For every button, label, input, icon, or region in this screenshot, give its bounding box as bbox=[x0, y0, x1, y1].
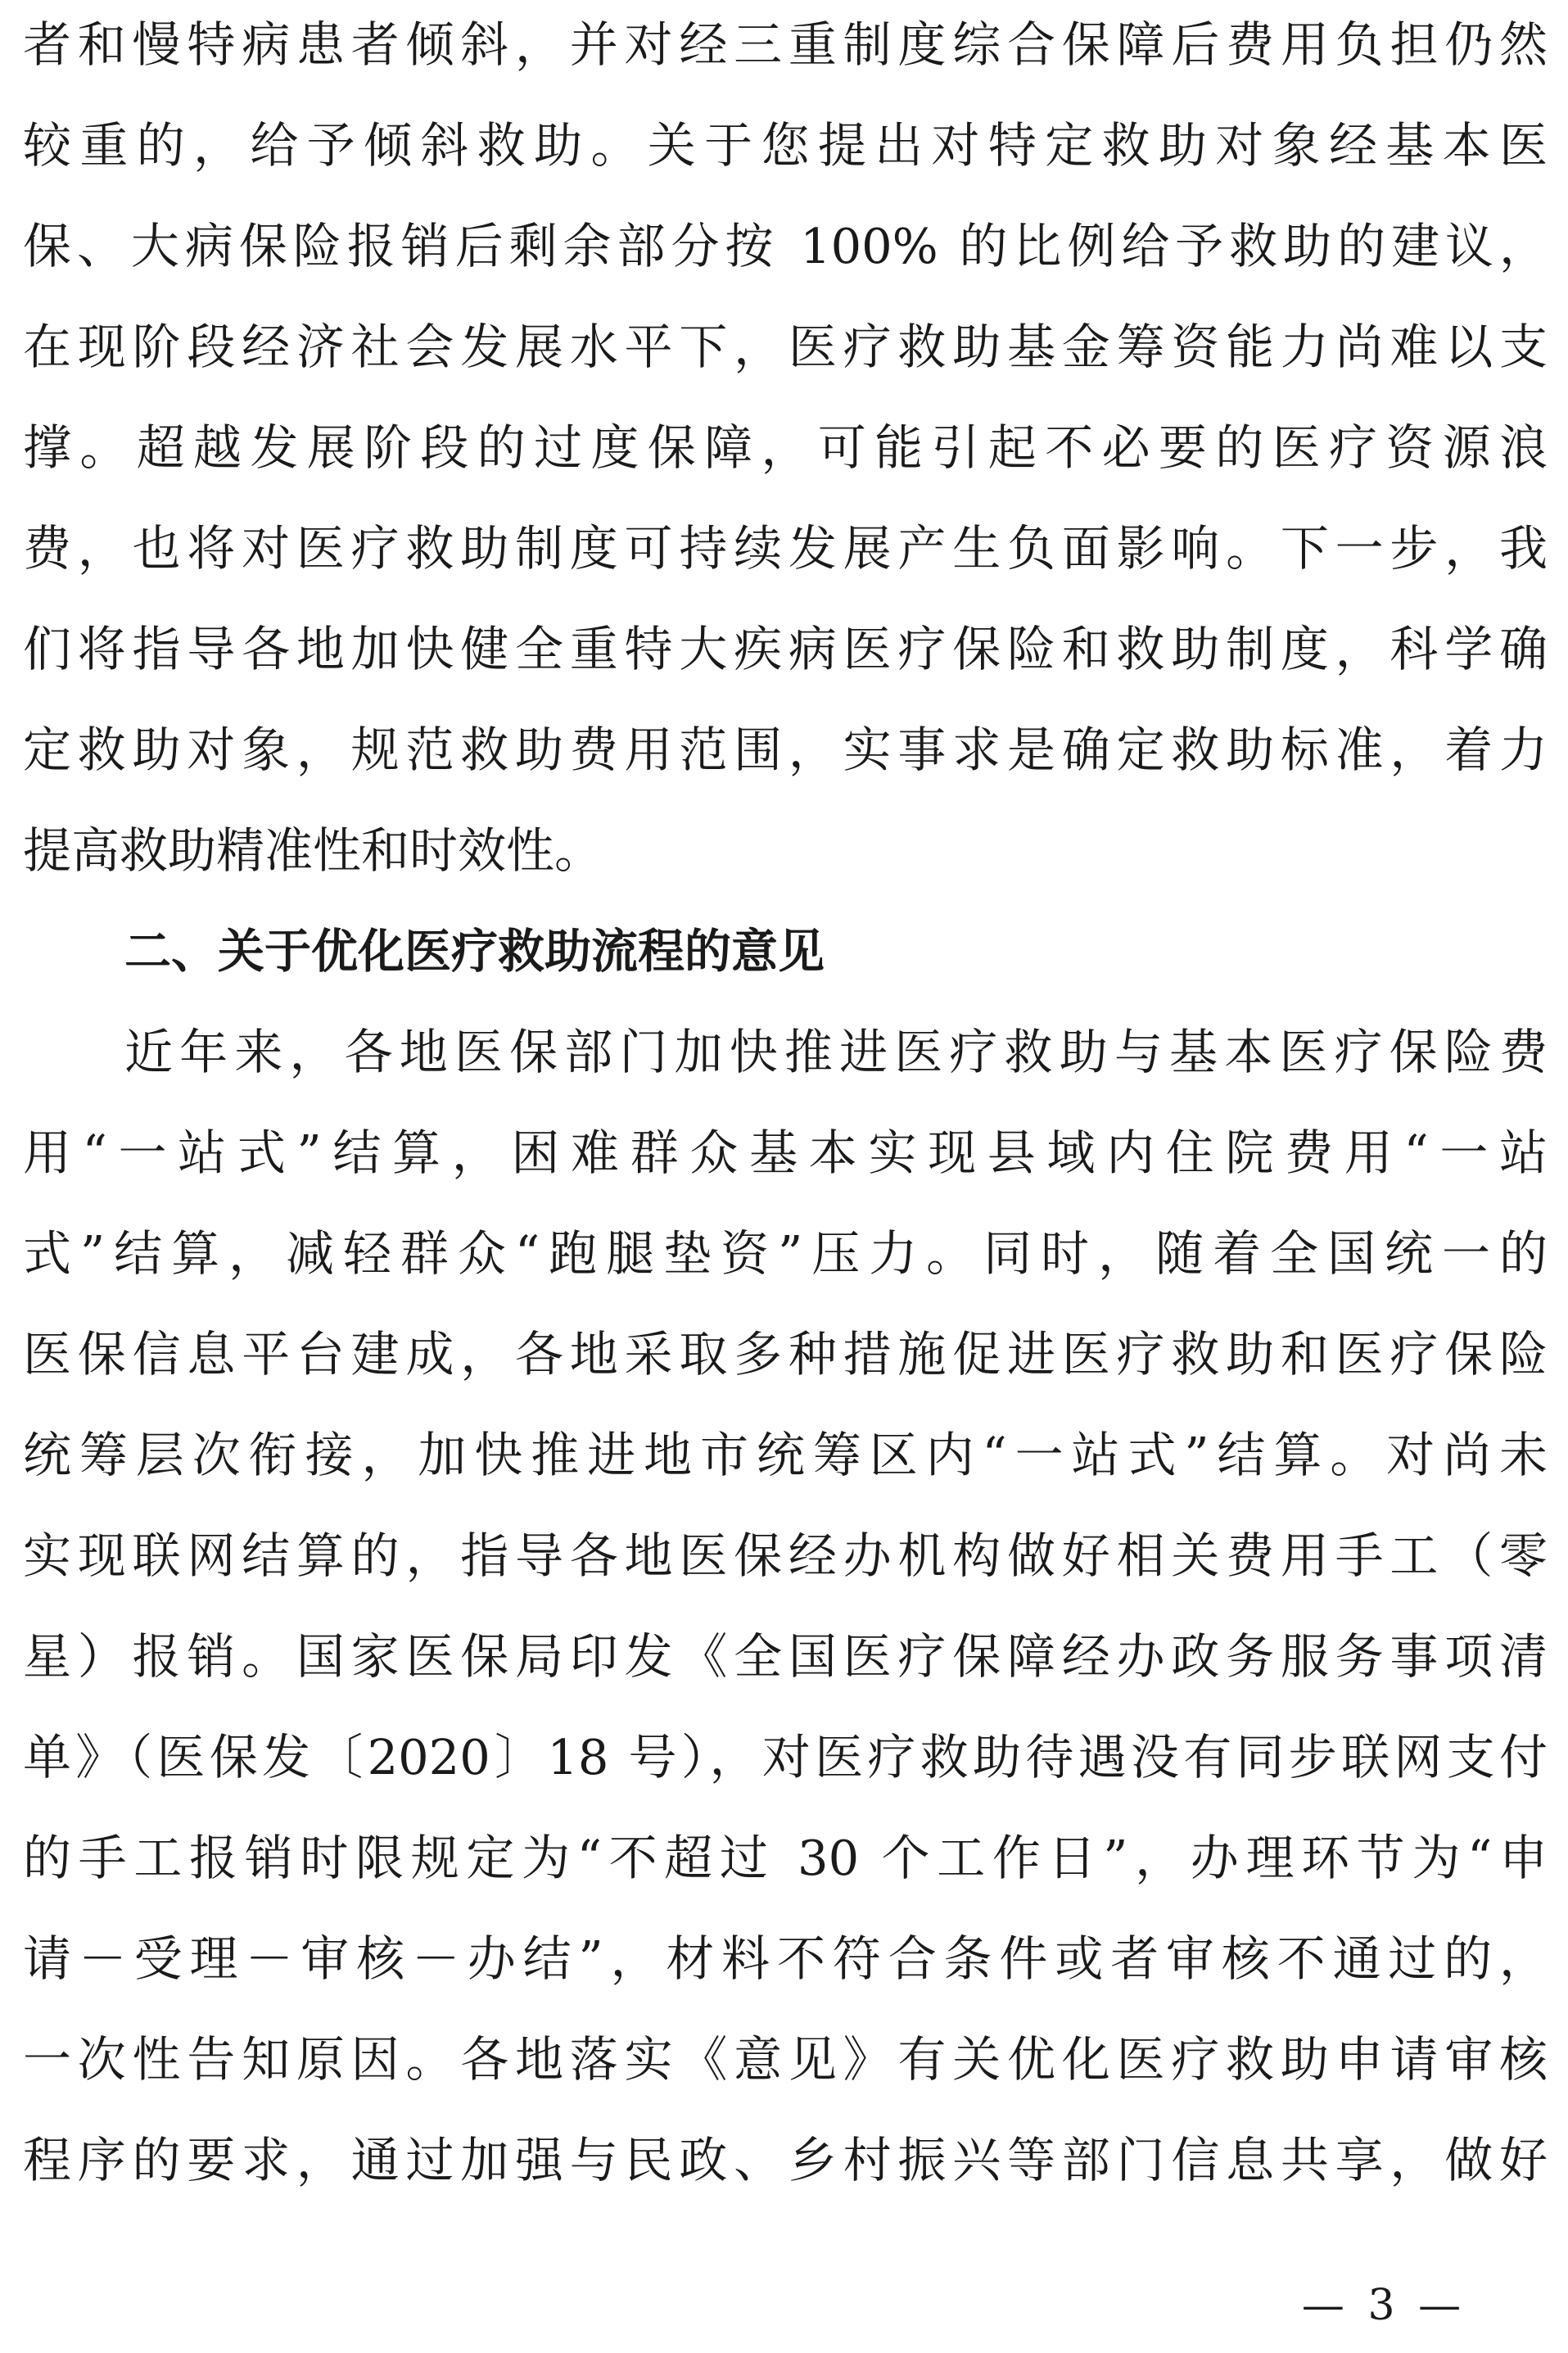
body-text-line: 的手工报销时限规定为“不超过 30 个工作日”，办理环节为“申 bbox=[23, 1830, 1548, 1886]
body-text-line: 医保信息平台建成，各地采取多种措施促进医疗救助和医疗保险 bbox=[23, 1326, 1548, 1382]
body-text-line: 用“一站式”结算，困难群众基本实现县域内住院费用“一站 bbox=[23, 1124, 1548, 1181]
body-text-line: 费，也将对医疗救助制度可持续发展产生负面影响。下一步，我 bbox=[23, 520, 1548, 577]
page-number: — 3 — bbox=[1301, 2281, 1466, 2330]
body-text-line: 式”结算，减轻群众“跑腿垫资”压力。同时，随着全国统一的 bbox=[23, 1225, 1548, 1282]
body-text-line: 实现联网结算的，指导各地医保经办机构做好相关费用手工（零 bbox=[23, 1527, 1548, 1584]
body-text-line: 程序的要求，通过加强与民政、乡村振兴等部门信息共享，做好 bbox=[23, 2132, 1548, 2188]
body-text-line: 定救助对象，规范救助费用范围，实事求是确定救助标准，着力 bbox=[23, 722, 1548, 778]
body-text-line: 近年来，各地医保部门加快推进医疗救助与基本医疗保险费 bbox=[124, 1024, 1548, 1080]
body-text-line: 们将指导各地加快健全重特大疾病医疗保险和救助制度，科学确 bbox=[23, 621, 1548, 677]
body-text-line: 较重的，给予倾斜救助。关于您提出对特定救助对象经基本医 bbox=[23, 117, 1548, 174]
body-text-line: 请－受理－审核－办结”，材料不符合条件或者审核不通过的， bbox=[23, 1930, 1548, 1987]
body-text-line: 提高救助精准性和时效性。 bbox=[23, 822, 603, 879]
body-text-line: 撑。超越发展阶段的过度保障，可能引起不必要的医疗资源浪 bbox=[23, 419, 1548, 476]
body-text-line: 者和慢特病患者倾斜，并对经三重制度综合保障后费用负担仍然 bbox=[23, 16, 1548, 73]
body-text-line: 单》（医保发〔2020〕18 号），对医疗救助待遇没有同步联网支付 bbox=[23, 1729, 1548, 1785]
body-text-line: 在现阶段经济社会发展水平下，医疗救助基金筹资能力尚难以支 bbox=[23, 319, 1548, 375]
body-text-line: 一次性告知原因。各地落实《意见》有关优化医疗救助申请审核 bbox=[23, 2031, 1548, 2088]
section-heading: 二、关于优化医疗救助流程的意见 bbox=[124, 925, 825, 979]
body-text-line: 星）报销。国家医保局印发《全国医疗保障经办政务服务事项清 bbox=[23, 1628, 1548, 1685]
body-text-line: 统筹层次衔接，加快推进地市统筹区内“一站式”结算。对尚未 bbox=[23, 1427, 1548, 1483]
body-text-line: 保、大病保险报销后剩余部分按 100% 的比例给予救助的建议， bbox=[23, 218, 1548, 274]
